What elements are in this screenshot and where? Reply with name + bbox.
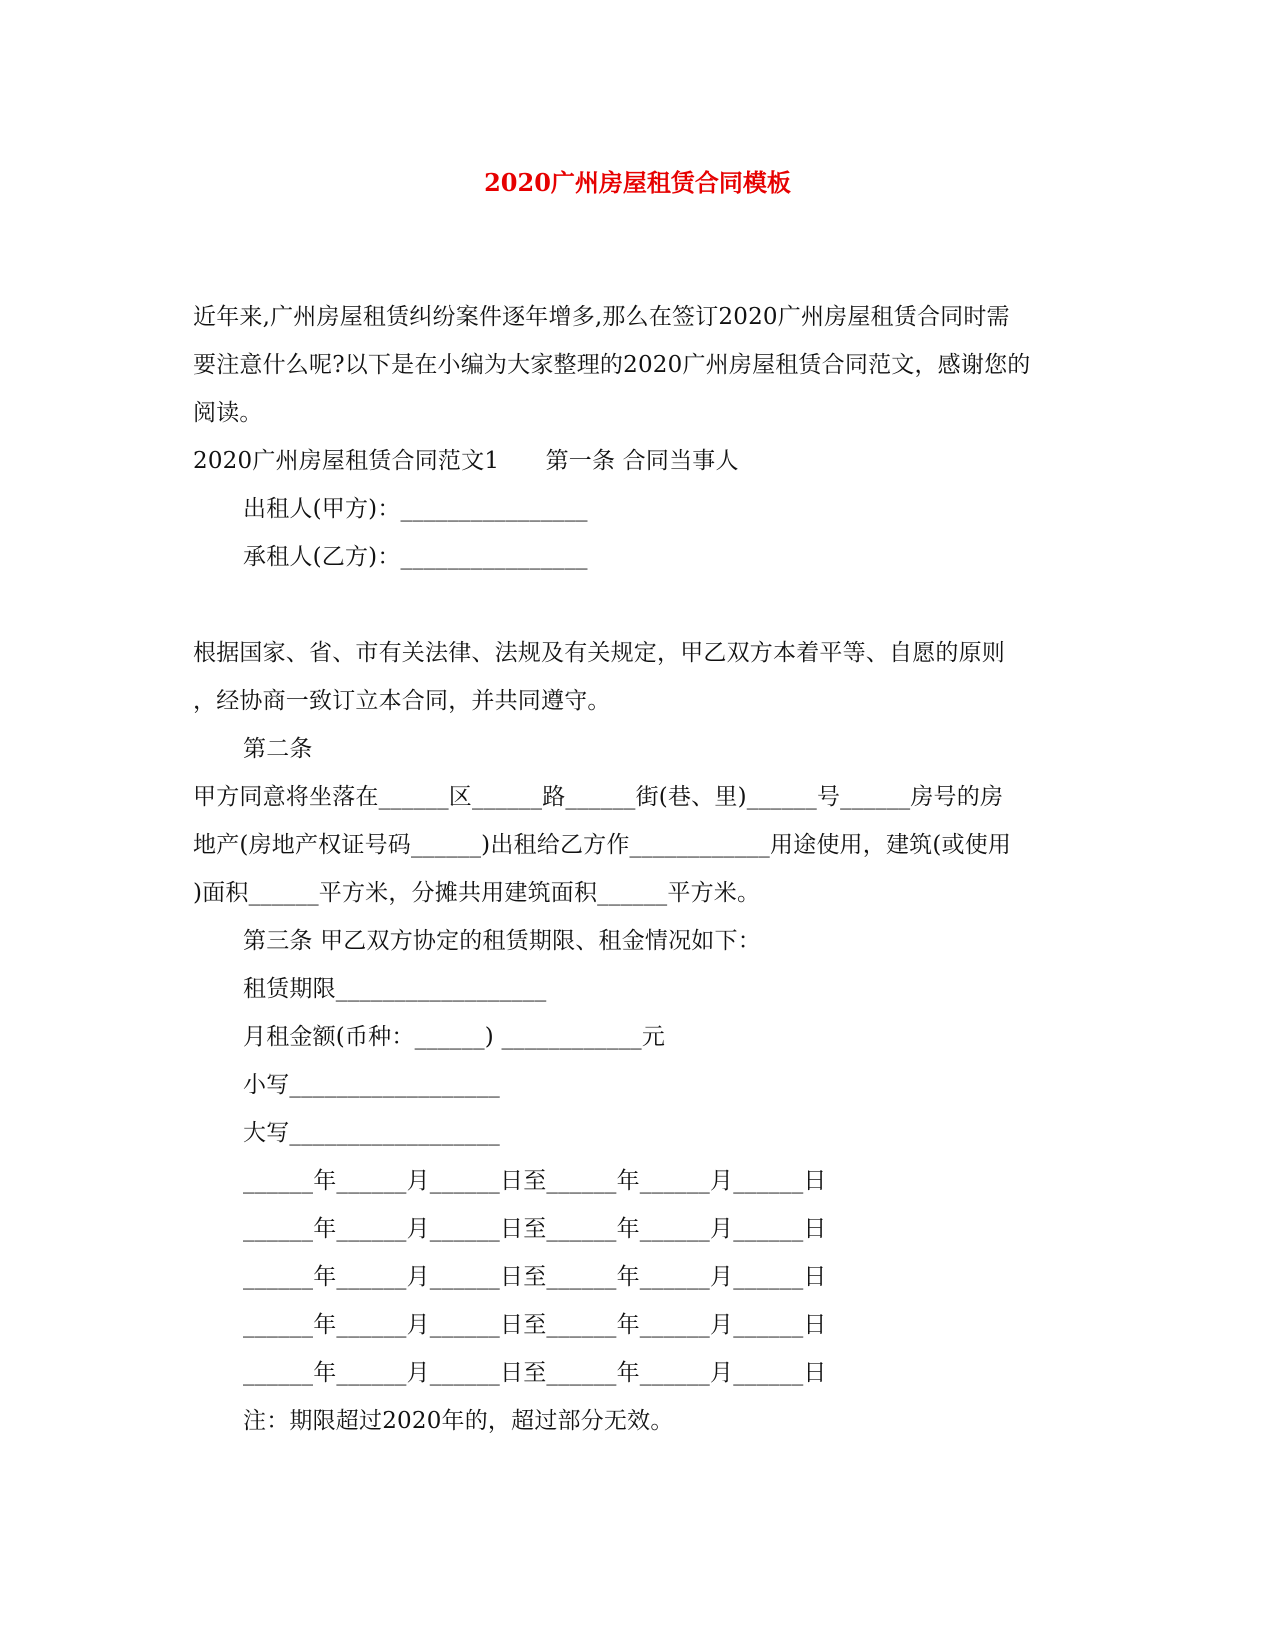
date-row: ______年______月______日至______年______月______日 xyxy=(243,1216,827,1242)
lessee-field: 承租人(乙方)：________________ xyxy=(243,544,588,570)
date-row: ______年______月______日至______年______月______日 xyxy=(243,1168,827,1194)
date-row: ______年______月______日至______年______月______日 xyxy=(243,1312,827,1338)
section1-heading: 2020广州房屋租赁合同范文1 第一条 合同当事人 xyxy=(193,448,739,474)
lessor-field: 出租人(甲方)：________________ xyxy=(243,496,588,522)
intro-line-3: 阅读。 xyxy=(193,400,263,426)
intro-line-2: 要注意什么呢?以下是在小编为大家整理的2020广州房屋租赁合同范文，感谢您的 xyxy=(193,352,1031,378)
lease-term-field: 租赁期限__________________ xyxy=(243,976,547,1002)
date-row: ______年______月______日至______年______月______日 xyxy=(243,1360,827,1386)
date-row: ______年______月______日至______年______月______日 xyxy=(243,1264,827,1290)
monthly-rent-field: 月租金额(币种：______) ____________元 xyxy=(243,1024,666,1050)
preamble-line-1: 根据国家、省、市有关法律、法规及有关规定，甲乙双方本着平等、自愿的原则 xyxy=(193,640,1005,666)
preamble-line-2: ，经协商一致订立本合同，并共同遵守。 xyxy=(193,688,611,714)
article2-line-1: 甲方同意将坐落在______区______路______街(巷、里)______号______房号的房 xyxy=(193,784,1004,810)
lowercase-amount-field: 小写__________________ xyxy=(243,1072,500,1098)
article2-heading: 第二条 xyxy=(243,736,313,762)
intro-line-1: 近年来,广州房屋租赁纠纷案件逐年增多,那么在签订2020广州房屋租赁合同时需 xyxy=(193,304,1010,330)
article3-heading: 第三条 甲乙双方协定的租赁期限、租金情况如下： xyxy=(243,928,761,954)
uppercase-amount-field: 大写__________________ xyxy=(243,1120,500,1146)
document-title: 2020广州房屋租赁合同模板 xyxy=(484,168,791,197)
note-text: 注：期限超过2020年的，超过部分无效。 xyxy=(243,1408,674,1434)
article2-line-2: 地产(房地产权证号码______)出租给乙方作____________用途使用，建筑(或使用 xyxy=(193,832,1012,858)
article2-line-3: )面积______平方米，分摊共用建筑面积______平方米。 xyxy=(193,880,761,906)
